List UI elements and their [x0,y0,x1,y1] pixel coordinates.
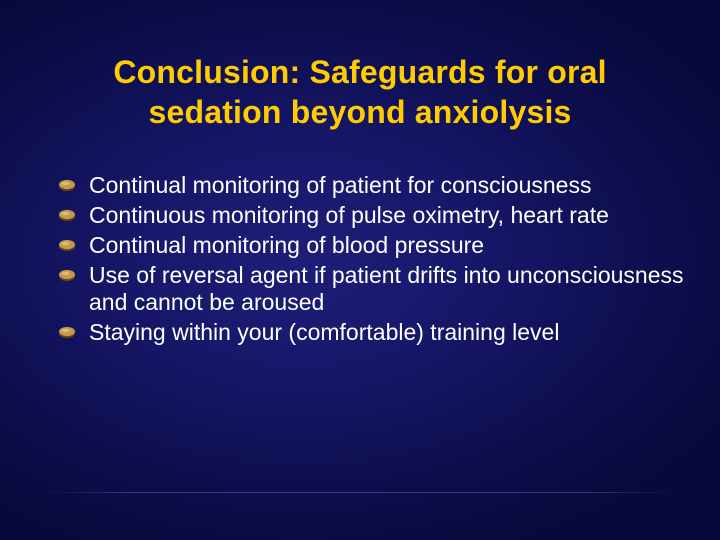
bronze-disc-bullet-icon [58,238,76,252]
bullet-item [58,319,688,346]
title-line-2: sedation beyond anxiolysis [148,94,572,130]
title-line-1: Conclusion: Safeguards for oral [113,54,607,90]
bronze-disc-bullet-icon [58,268,76,282]
bronze-disc-bullet-icon [58,178,76,192]
bullet-item [58,262,688,316]
bullet-text: Continual monitoring of blood pressure [89,232,485,258]
bullet-item [58,232,688,259]
bullet-text: Continuous monitoring of pulse oximetry, heart rate [89,202,609,228]
slide-title [20,52,700,132]
bullet-text: Staying within your (comfortable) training level [89,319,560,345]
bullet-item [58,202,688,229]
bullet-item [58,172,688,199]
bullet-text: Continual monitoring of patient for consciousness [89,172,592,198]
bullet-list [58,172,688,349]
bronze-disc-bullet-icon [58,325,76,339]
bottom-divider-line [40,492,680,493]
bullet-text: Use of reversal agent if patient drifts into unconsciousness and cannot be aroused [89,262,684,315]
bronze-disc-bullet-icon [58,208,76,222]
